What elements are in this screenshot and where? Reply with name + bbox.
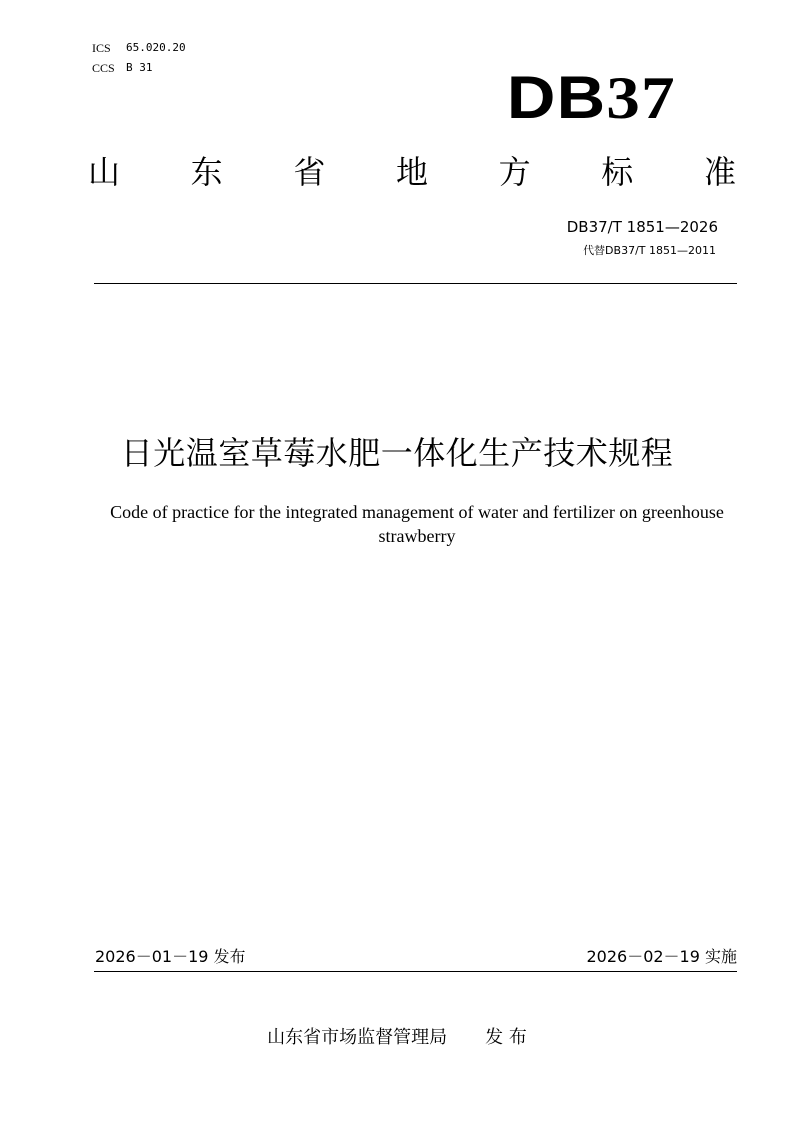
standard-type-char: 准: [703, 153, 736, 191]
db37-logo: [507, 62, 676, 134]
chinese-title: 日光温室草莓水肥一体化生产技术规程: [120, 434, 674, 472]
standard-type-char: 标: [601, 153, 634, 191]
implementation-date: 2026－02－19 实施: [586, 947, 737, 966]
top-divider: [94, 283, 737, 284]
standard-number: DB37/T 1851—2026: [566, 218, 718, 236]
english-title: Code of practice for the integrated management of water and fertilizer on greenhouse strawberry: [110, 502, 724, 546]
release-date: 2026－01－19 发布: [95, 947, 246, 966]
standard-type-char: 省: [293, 153, 326, 191]
issuer-line: [0, 1026, 794, 1050]
standard-type-char: 东: [190, 153, 223, 191]
classification-codes: [92, 38, 186, 78]
ccs-row: [92, 58, 186, 78]
ics-value: 65.020.20: [126, 41, 186, 54]
standard-type-char: 山: [88, 153, 121, 191]
replaces-standard: 代替DB37/T 1851—2011: [583, 244, 716, 257]
logo-number: 37: [606, 65, 676, 131]
standard-type-char: 地: [395, 153, 428, 191]
issuer-action: 发 布: [485, 1027, 527, 1048]
standard-type-heading: [88, 150, 736, 194]
ics-row: [92, 38, 186, 58]
ccs-label: CCS: [92, 61, 115, 75]
ics-label: ICS: [92, 41, 111, 55]
issuer-name: 山东省市场监督管理局: [267, 1027, 448, 1048]
logo-prefix: DB: [507, 64, 607, 131]
ccs-value: B 31: [126, 61, 153, 74]
standard-type-char: 方: [498, 153, 531, 191]
bottom-divider: [94, 971, 737, 972]
